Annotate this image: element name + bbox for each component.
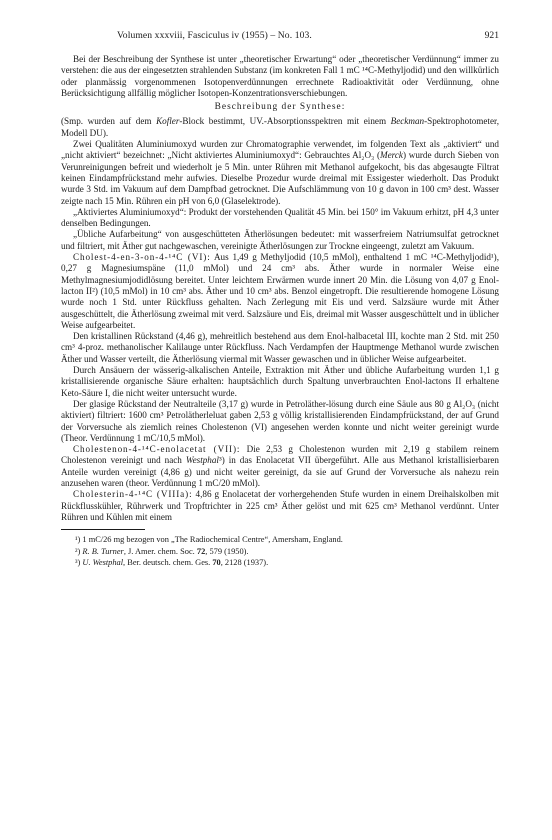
compound-heading: Cholestenon-4-¹⁴C-enolacetat (VII): bbox=[73, 444, 241, 455]
text-run: Die 2,53 g Cholestenon wurden mit 2,19 g stabilem reinem Cholestenon vereinigt und nach bbox=[61, 444, 499, 466]
text-run: 4,86 g Enolacetat der vorhergehenden Stufe wurden in einem Dreihalskolben mit Rückflusskühler, Rührwerk und Tropftrichter in 225 cm³ Äther gelöst und mit 625 cm³ Methanol verdünnt. Unter Rühren und Kühlen mit einem bbox=[61, 489, 499, 522]
footnote bbox=[61, 534, 499, 546]
section-title: Beschreibung der Synthese: bbox=[214, 102, 346, 113]
compound-heading: Cholest-4-en-3-on-4-¹⁴C (VI): bbox=[73, 252, 211, 263]
footnote-number: ¹) bbox=[75, 535, 81, 545]
footnote-number: ²) bbox=[75, 546, 81, 556]
paragraph-enolacetate bbox=[61, 444, 499, 489]
text-run: ) wurde durch Sieben von Verunreinigungen befreit und wiederholt je 5 Min. unter Rühren mit Methanol aufgekocht, bis das abgesaugte Filtrat keinen Eindampfrückstand mehr aufwies. Dieselbe Prozedur wurde dreimal mit Essigester wiederholt. Das Produkt wurde 3 Std. im Vakuum auf dem Dampfbad getrocknet. Die Aufschlämmung von 10 g davon in 100 cm³ dest. Wasser zeigte nach 15 Min. Rühren ein pH von 6,0 (Glaselektrode). bbox=[61, 150, 499, 206]
footnote-number: ³) bbox=[75, 558, 81, 568]
paragraph-cholestenone bbox=[61, 252, 499, 331]
paragraph-acidification: Durch Ansäuern der wässerig-alkalischen Anteile, Extraktion mit Äther und übliche Aufarbeitung wurden 1,1 g kristallisierende organische Säure erhalten: hauptsächlich durch Spaltung unverbrauchten Enol-lactons II erhaltene Keto-Säure I, die nicht weiter untersucht wurde. bbox=[61, 365, 499, 398]
page bbox=[61, 30, 499, 569]
paragraph-chromatography: Der glasige Rückstand der Neutralteile (3,17 g) wurde in Petroläther-lösung durch eine Säule aus 80 g Al₂O₃ (nicht aktiviert) filtriert: 1600 cm³ Petrolätherleluat gaben 2,53 g völlig kristallisierenden Eindampfrückstand, der auf Grund der Vorversuche als ziemlich reines Cholestenon (VI) angesehen werden konnte und nicht weiter gereinigt wurde (Theor. Verdünnung 1 mC/10,5 mMol). bbox=[61, 398, 499, 443]
footnote bbox=[61, 557, 499, 569]
text-run: Aus 1,49 g Methyljodid (10,5 mMol), enthaltend 1 mC ¹⁴C-Methyljodid¹), 0,27 g Magnesiumspäne (11,0 mMol) und 24 cm³ abs. Äther wurde in normaler Weise eine Methylmagnesiumjodidlösung bereitet. Unter leichtem Erwärmen wurde innert 20 Min. die Lösung von 4,07 g Enol-lacton II²) (10,5 mMol) in 10 cm³ abs. Äther und 10 cm³ abs. Benzol eingetropft. Die resultierende homogene Lösung wurde noch 1 Std. unter Rückfluss gehalten. Nach Zerlegung mit Eis und verd. Salzsäure wurde mit Äther ausgeschüttelt, die Ätherlösung zweimal mit verd. Salzsäure und Eis, dreimal mit Wasser ausgeschüttelt und in üblicher Weise aufgearbeitet. bbox=[61, 252, 499, 330]
footnote-author: R. B. Turner bbox=[82, 546, 124, 556]
paragraph-methods bbox=[61, 116, 499, 139]
paragraph-alumina bbox=[61, 139, 499, 207]
footnote bbox=[61, 546, 499, 558]
text-run: (Smp. wurden auf dem bbox=[61, 116, 157, 127]
compound-heading: Cholesterin-4-¹⁴C (VIIIa): bbox=[73, 489, 193, 500]
text-run: ³) in das Enolacetat VII übergeführt. Alle aus Methanol kristallisierbaren Anteile wurden vereinigt (4,86 g) und nicht weiter gereinigt, da sie auf Grund der Vorversuche als nahezu rein anzusehen waren (theor. Verdünnung 1 mC/20 mMol). bbox=[61, 455, 499, 488]
text-run: -Block bestimmt, UV.-Absorptionsspektren mit einem bbox=[179, 116, 391, 127]
footnote-text: , 2128 (1937). bbox=[220, 558, 269, 568]
footnote-rule bbox=[61, 529, 145, 530]
name-kofler: Kofler bbox=[156, 116, 180, 127]
paragraph-intro: Bei der Beschreibung der Synthese ist unter „theoretischer Erwartung“ oder „theoretischer Verdünnung“ immer zu verstehen: die aus der eingesetzten strahlenden Substanz (im konkreten Fall 1 mC ¹⁴C-Methyljodid) und den willkürlich oder planmässig vorgenommenen Isotopenverdünnungen errechnete Radioaktivität oder Verdünnung, ohne Berücksichtigung allfällig möglicher Isotopen-Konzentrationsverschiebungen. bbox=[61, 54, 499, 98]
footnote-text: , J. Amer. chem. Soc. bbox=[123, 546, 197, 556]
text-run: Zwei Qualitäten Aluminiumoxyd wurden zur Chromatographie verwendet, im folgenden Text als „aktiviert“ und „nicht aktiviert“ bezeichnet: „Nicht aktiviertes Aluminiumoxyd“: Gebrauchtes Al₂O₃ ( bbox=[61, 139, 499, 161]
footnote-author: U. Westphal bbox=[82, 558, 124, 568]
paragraph-activated-alumina: „Aktiviertes Aluminiumoxyd“: Produkt der vorstehenden Qualität 45 Min. bei 150° im Vakuum erhitzt, pH 4,3 unter denselben Bedingungen. bbox=[61, 206, 499, 229]
footnote-text: , 579 (1950). bbox=[205, 546, 249, 556]
name-beckman: Beckman bbox=[390, 116, 425, 127]
name-merck: Merck bbox=[380, 150, 403, 161]
paragraph-residue: Den kristallinen Rückstand (4,46 g), mehreitlich bestehend aus dem Enol-halbacetal III, kochte man 2 Std. mit 250 cm³ 4-proz. methanolischer Kalilauge unter Rückfluss. Nach Verdampfen der Hauptmenge Methanol wurde zwischen Äther und Wasser verteilt, die Ätherlösung viermal mit Wasser gewaschen und in üblicher Weise aufgearbeitet. bbox=[61, 331, 499, 364]
name-westphal: Westphal bbox=[185, 455, 219, 466]
footnote-volume: 70 bbox=[212, 558, 221, 568]
text-run: -Spektrophotometer, Modell DU). bbox=[61, 116, 499, 138]
journal-title: Volumen xxxviii, Fasciculus iv (1955) – No. 103. bbox=[117, 30, 312, 41]
paragraph-workup: „Übliche Aufarbeitung“ von ausgeschütteten Ätherlösungen bedeutet: mit wasserfreiem Natriumsulfat getrocknet und filtriert, mit Äther gut nachgewaschen, vereinigte Ätherlösungen zur Trockne eingeengt, zuletzt am Vakuum. bbox=[61, 229, 499, 251]
footnote-volume: 72 bbox=[196, 546, 206, 556]
running-header bbox=[61, 30, 499, 44]
paragraph-cholesterol bbox=[61, 489, 499, 523]
footnote-text: , Ber. deutsch. chem. Ges. bbox=[123, 558, 213, 568]
footnote-text: 1 mC/26 mg bezogen von „The Radiochemical Centre“, Amersham, England. bbox=[82, 535, 343, 545]
page-number: 921 bbox=[484, 30, 499, 41]
